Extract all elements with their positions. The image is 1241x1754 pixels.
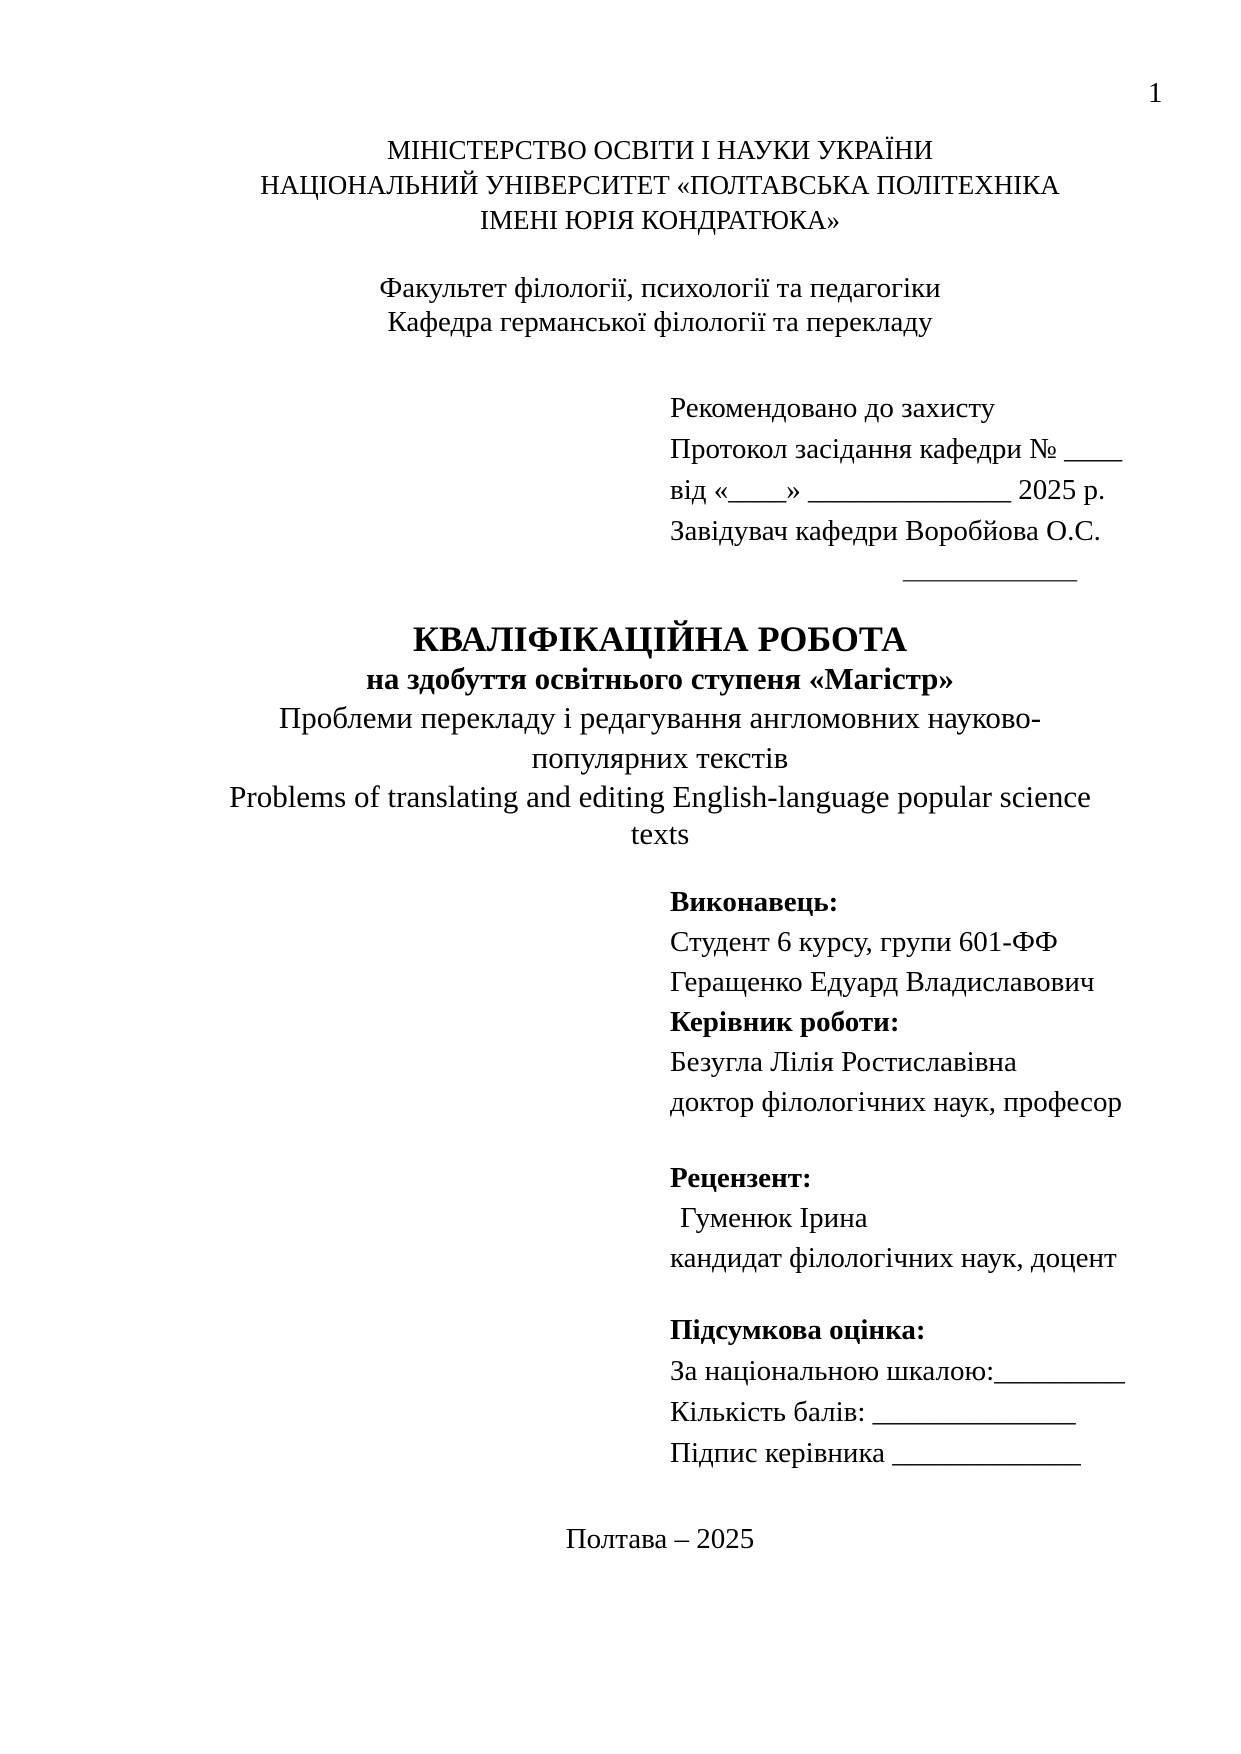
reviewer-degree-line: кандидат філологічних наук, доцент bbox=[670, 1242, 1117, 1274]
city-year-line: Полтава – 2025 bbox=[565, 1523, 755, 1555]
supervisor-degree-line: доктор філологічних наук, професор bbox=[670, 1086, 1123, 1118]
supervisor-name-line: Безугла Лілія Ростиславівна bbox=[670, 1046, 1017, 1078]
grade-block bbox=[670, 1310, 1125, 1474]
executor-name-line: Геращенко Едуард Владиславович bbox=[670, 966, 1095, 998]
executor-course-line: Студент 6 курсу, групи 601-ФФ bbox=[670, 926, 1058, 958]
work-title-block bbox=[180, 620, 1140, 852]
supervisor-signature-line: Підпис керівника _____________ bbox=[670, 1437, 1081, 1469]
faculty-line: Факультет філології, психології та педагогіки bbox=[379, 272, 941, 304]
topic-en-line-2: texts bbox=[630, 816, 690, 851]
topic-ua-line-1: Проблеми перекладу і редагування англомовних науково- bbox=[278, 700, 1042, 735]
university-name-line-1: НАЦІОНАЛЬНИЙ УНІВЕРСИТЕТ «ПОЛТАВСЬКА ПОЛІТЕХНІКА bbox=[260, 170, 1060, 200]
national-scale-line: За національною шкалою:_________ bbox=[670, 1355, 1125, 1387]
reviewer-name-line: Гуменюк Ірина bbox=[680, 1202, 868, 1234]
executor-heading: Виконавець: bbox=[670, 886, 839, 918]
reviewer-heading: Рецензент: bbox=[670, 1162, 812, 1194]
head-of-department-line: Завідувач кафедри Воробйова О.С. bbox=[670, 515, 1101, 547]
grade-heading: Підсумкова оцінка: bbox=[670, 1314, 926, 1346]
points-line: Кількість балів: ______________ bbox=[670, 1396, 1076, 1428]
work-degree-subtitle: на здобуття освітнього ступеня «Магістр» bbox=[366, 661, 954, 696]
university-name-line-2: ІМЕНІ ЮРІЯ КОНДРАТЮКА» bbox=[480, 205, 840, 235]
protocol-line: Протокол засідання кафедри № ____ bbox=[670, 433, 1123, 465]
ministry-line: МІНІСТЕРСТВО ОСВІТИ І НАУКИ УКРАЇНИ bbox=[386, 135, 934, 165]
department-line: Кафедра германської філології та перекладу bbox=[387, 306, 933, 338]
topic-en-line-1: Problems of translating and editing English-language popular science bbox=[229, 779, 1091, 814]
approval-block bbox=[670, 388, 1122, 552]
reviewer-block bbox=[670, 1158, 1117, 1278]
supervisor-heading: Керівник роботи: bbox=[670, 1006, 900, 1038]
signature-placeholder-line: ____________ bbox=[903, 553, 1077, 585]
page-number: 1 bbox=[1148, 77, 1163, 109]
work-title: КВАЛІФІКАЦІЙНА РОБОТА bbox=[412, 619, 908, 659]
department-header bbox=[180, 271, 1140, 339]
credits-block bbox=[670, 882, 1122, 1122]
recommended-line: Рекомендовано до захисту bbox=[670, 392, 996, 424]
date-line: від «____» ______________ 2025 р. bbox=[670, 474, 1106, 506]
topic-ua-line-2: популярних текстів bbox=[531, 740, 789, 775]
university-header bbox=[180, 133, 1140, 238]
